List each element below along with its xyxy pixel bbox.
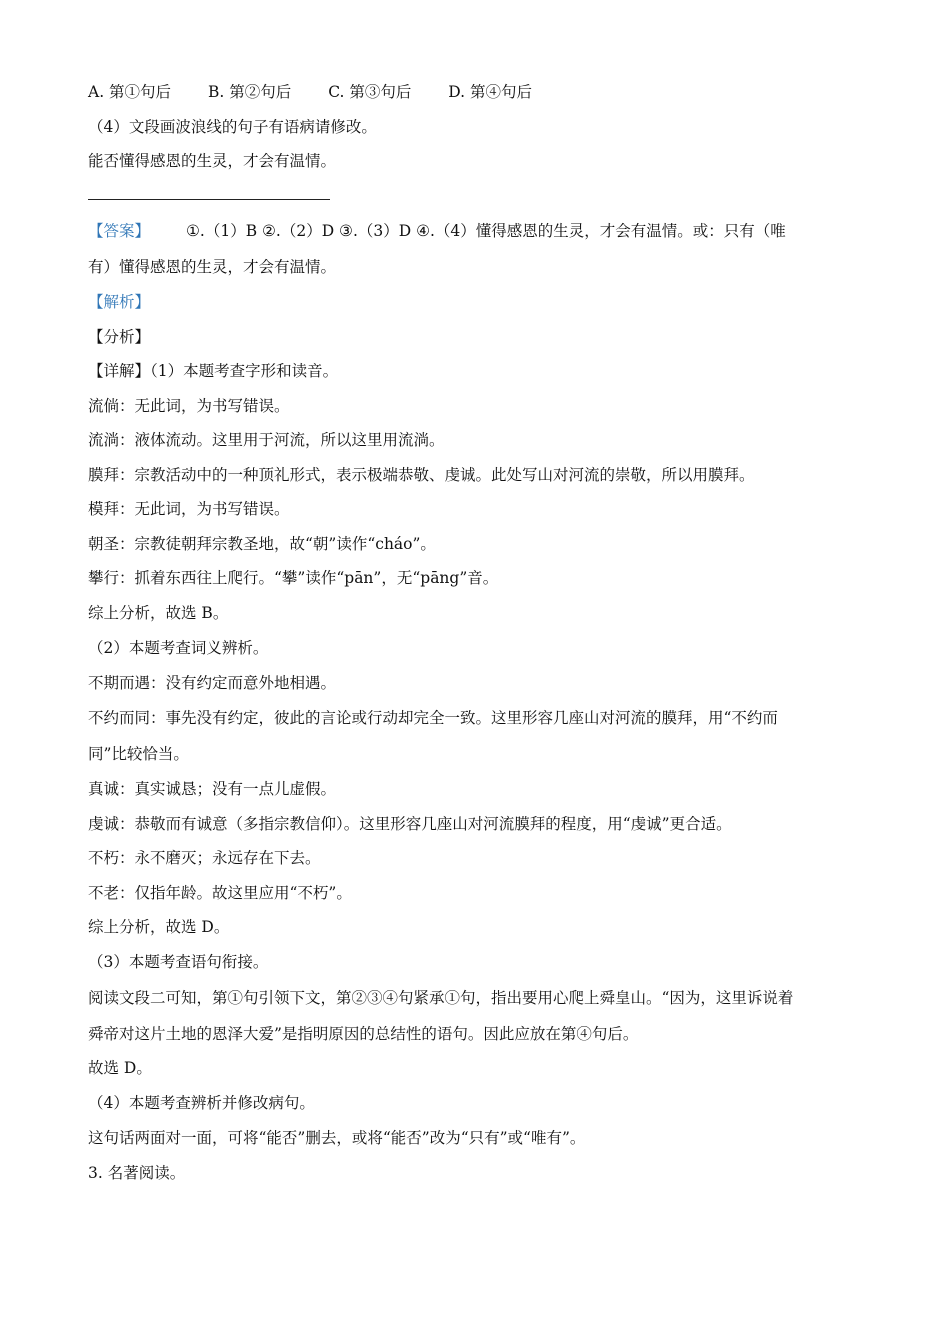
- detail-line: 综上分析，故选 B。: [88, 604, 229, 622]
- detail-line: 阅读文段二可知，第①句引领下文，第②③④句紧承①句，指出要用心爬上舜皇山。“因为，这里诉说着: [88, 989, 794, 1007]
- answer-text-1: ①.（1）B ②.（2）D ③.（3）D ④.（4）懂得感恩的生灵，才会有温情。或：只有（唯: [186, 222, 786, 240]
- answer-line-2: 有）懂得感恩的生灵，才会有温情。: [88, 258, 337, 276]
- answer-tag: 【答案】: [88, 222, 151, 240]
- option-d: D. 第④句后: [448, 83, 533, 101]
- detail-line: （3）本题考查语句衔接。: [88, 953, 269, 971]
- analysis-subtag: 【分析】: [88, 328, 151, 346]
- detail-line: 不约而同：事先没有约定，彼此的言论或行动却完全一致。这里形容几座山对河流的膜拜，用“不约而: [88, 709, 778, 727]
- detail-line: 流倘：无此词，为书写错误。: [88, 397, 290, 415]
- detail-line: 这句话两面对一面，可将“能否”删去，或将“能否”改为“只有”或“唯有”。: [88, 1129, 586, 1147]
- detail-line: （2）本题考查词义辨析。: [88, 639, 269, 657]
- detail-line: 舜帝对这片土地的恩泽大爱”是指明原因的总结性的语句。因此应放在第④句后。: [88, 1025, 639, 1043]
- q4-prompt: （4）文段画波浪线的句子有语病请修改。: [88, 118, 377, 136]
- detail-line: 不朽：永不磨灭；永远存在下去。: [88, 849, 321, 867]
- detail-line: 攀行：抓着东西往上爬行。“攀”读作“pān”，无“pāng”音。: [88, 569, 499, 587]
- q4-sentence: 能否懂得感恩的生灵，才会有温情。: [88, 152, 337, 170]
- analysis-tag: 【解析】: [88, 293, 151, 311]
- section-heading: 3. 名著阅读。: [88, 1164, 186, 1182]
- detail-line: 不期而遇：没有约定而意外地相遇。: [88, 674, 337, 692]
- detail-line: 综上分析，故选 D。: [88, 918, 230, 936]
- detail-line: 虔诚：恭敬而有诚意（多指宗教信仰）。这里形容几座山对河流膜拜的程度，用“虔诚”更合适。: [88, 815, 732, 833]
- detail-line: 膜拜：宗教活动中的一种顶礼形式，表示极端恭敬、虔诚。此处写山对河流的崇敬，所以用膜拜。: [88, 466, 755, 484]
- detail-line: （4）本题考查辨析并修改病句。: [88, 1094, 315, 1112]
- detail-line: 【详解】（1）本题考查字形和读音。: [88, 362, 339, 380]
- option-c: C. 第③句后: [328, 83, 412, 101]
- detail-line: 真诚：真实诚恳；没有一点儿虚假。: [88, 780, 337, 798]
- detail-line: 故选 D。: [88, 1059, 152, 1077]
- option-b: B. 第②句后: [208, 83, 292, 101]
- detail-line: 模拜：无此词，为书写错误。: [88, 500, 290, 518]
- detail-line: 朝圣：宗教徒朝拜宗教圣地，故“朝”读作“cháo”。: [88, 535, 436, 553]
- answer-blank-line: [88, 199, 330, 200]
- detail-line: 不老：仅指年龄。故这里应用“不朽”。: [88, 884, 352, 902]
- option-a: A. 第①句后: [88, 83, 172, 101]
- answer-line-1: [88, 221, 868, 241]
- detail-line: 流淌：液体流动。这里用于河流，所以这里用流淌。: [88, 431, 445, 449]
- options-row: [88, 82, 868, 102]
- detail-line: 同”比较恰当。: [88, 745, 189, 763]
